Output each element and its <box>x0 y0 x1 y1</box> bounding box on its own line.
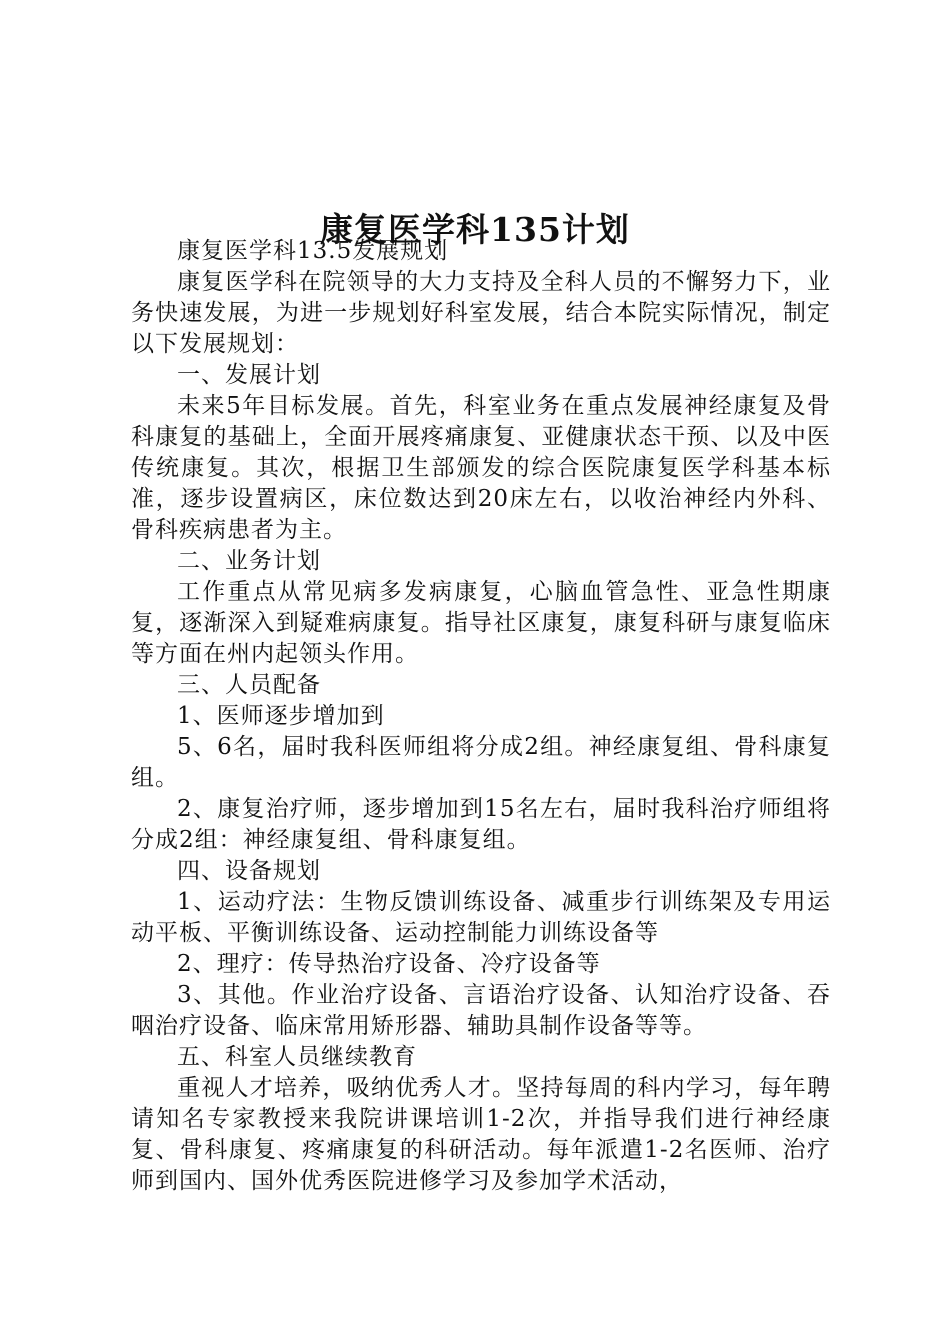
staffing-item-1-continued: 5、6名，届时我科医师组将分成2组。神经康复组、骨科康复组。 <box>131 734 831 791</box>
staffing-item-1: 1、医师逐步增加到 <box>177 703 385 729</box>
section-heading-education: 五、科室人员继续教育 <box>177 1044 417 1070</box>
equipment-item-2: 2、理疗：传导热治疗设备、冷疗设备等 <box>177 951 601 977</box>
section-heading-development-plan: 一、发展计划 <box>177 362 321 388</box>
business-plan-paragraph: 工作重点从常见病多发病康复，心脑血管急性、亚急性期康复，逐渐深入到疑难病康复。指导社区康复，康复科研与康复临床等方面在州内起领头作用。 <box>131 579 831 667</box>
equipment-item-1: 1、运动疗法：生物反馈训练设备、减重步行训练架及专用运动平板、平衡训练设备、运动控制能力训练设备等 <box>131 889 831 946</box>
document-title: 康复医学科135计划 <box>320 210 630 250</box>
development-plan-paragraph: 未来5年目标发展。首先，科室业务在重点发展神经康复及骨科康复的基础上，全面开展疼痛康复、亚健康状态干预、以及中医传统康复。其次，根据卫生部颁发的综合医院康复医学科基本标准，逐步设置病区，床位数达到20床左右，以收治神经内外科、骨科疾病患者为主。 <box>131 393 831 543</box>
equipment-item-3: 3、其他。作业治疗设备、言语治疗设备、认知治疗设备、吞咽治疗设备、临床常用矫形器、辅助具制作设备等等。 <box>131 982 831 1039</box>
section-heading-business-plan: 二、业务计划 <box>177 548 321 574</box>
section-heading-equipment: 四、设备规划 <box>177 858 321 884</box>
document-body <box>131 236 831 1197</box>
intro-paragraph: 康复医学科在院领导的大力支持及全科人员的不懈努力下，业务快速发展，为进一步规划好科室发展，结合本院实际情况，制定以下发展规划： <box>131 269 831 357</box>
subtitle-paragraph: 康复医学科13.5发展规划 <box>177 238 449 264</box>
section-heading-staffing: 三、人员配备 <box>177 672 321 698</box>
education-paragraph: 重视人才培养，吸纳优秀人才。坚持每周的科内学习，每年聘请知名专家教授来我院讲课培训1-2次，并指导我们进行神经康复、骨科康复、疼痛康复的科研活动。每年派遣1-2名医师、治疗师到国内、国外优秀医院进修学习及参加学术活动， <box>131 1075 831 1194</box>
staffing-item-2: 2、康复治疗师，逐步增加到15名左右，届时我科治疗师组将分成2组：神经康复组、骨科康复组。 <box>131 796 831 853</box>
